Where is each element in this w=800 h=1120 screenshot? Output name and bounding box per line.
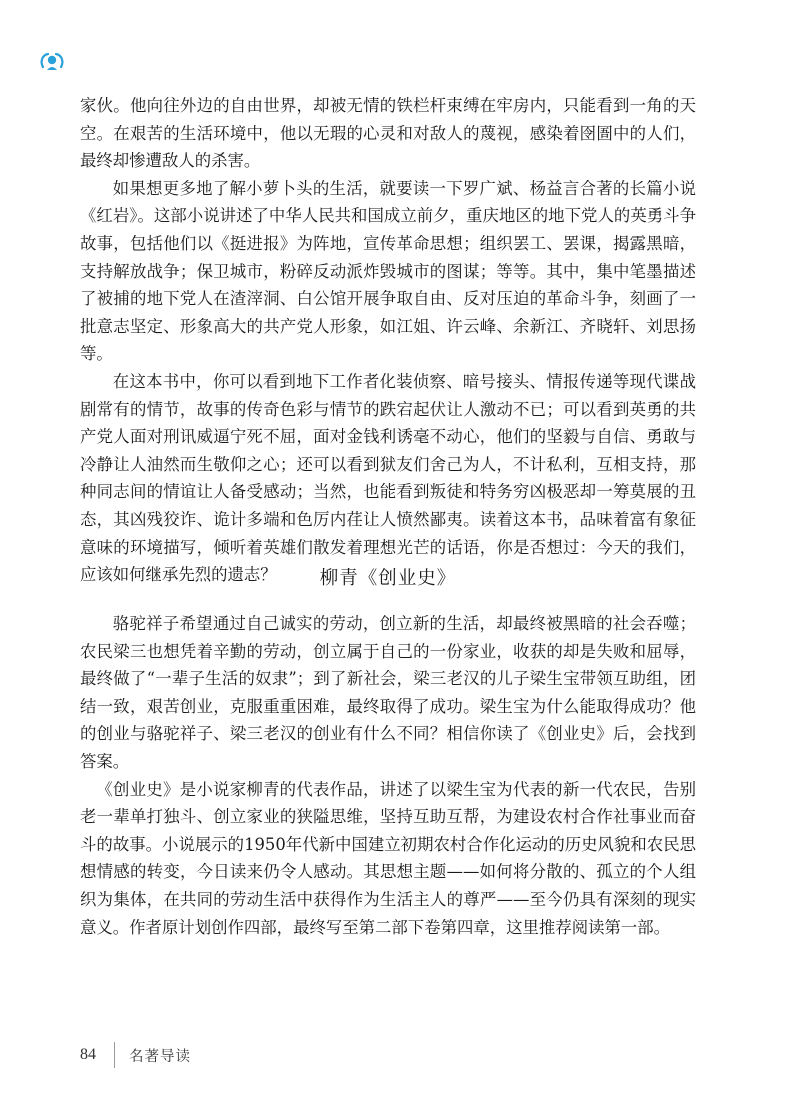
section-body: [80, 610, 696, 941]
paragraph-hongyan-detail: 在这本书中，你可以看到地下工作者化装侦察、暗号接头、情报传递等现代谍战剧常有的情节，故事的传奇色彩与情节的跌宕起伏让人激动不已；可以看到英勇的共产党人面对刑讯威逼宁死不屈，面对金钱利诱毫不动心，他们的坚毅与自信、勇敢与冷静让人油然而生敬仰之心；还可以看到狱友们舍己为人，不计私利，互相支持，那种同志间的情谊让人备受感动；当然，也能看到叛徒和特务穷凶极恶却一筹莫展的丑态，其凶残狡诈、诡计多端和色厉内荏让人愤然鄙夷。读着这本书，品味着富有象征意味的环境描写，倾听着英雄们散发着理想光芒的话语，你是否想过：今天的我们，应该如何继承先烈的遗志？: [80, 371, 696, 585]
reading-logo-icon: [39, 51, 65, 73]
section-title: 柳青《创业史》: [319, 568, 457, 589]
article-body: [80, 92, 696, 589]
footer-divider: [114, 1042, 115, 1068]
page-number: 84: [80, 1046, 96, 1063]
page-footer: [80, 1040, 191, 1070]
paragraph-hongyan-intro: 如果想更多地了解小萝卜头的生活，就要读一下罗广斌、杨益言合著的长篇小说《红岩》。这部小说讲述了中华人民共和国成立前夕，重庆地区的地下党人的英勇斗争故事，包括他们以《挺进报》为阵地，宣传革命思想；组织罢工、罢课，揭露黑暗，支持解放战争；保卫城市，粉碎反动派炸毁城市的图谋；等等。其中，集中笔墨描述了被捕的地下党人在渣滓洞、白公馆开展争取自由、反对压迫的革命斗争，刻画了一批意志坚定、形象高大的共产党人形象，如江姐、许云峰、余新江、齐晓轩、刘思扬等。: [80, 178, 696, 364]
paragraph-chuangyeshi-detail: 《创业史》是小说家柳青的代表作品，讲述了以梁生宝为代表的新一代农民，告别老一辈单打独斗、创立家业的狭隘思维，坚持互助互帮，为建设农村合作社事业而奋斗的故事。小说展示的1950年代新中国建立初期农村合作化运动的历史风貌和农民思想情感的转变，今日读来仍令人感动。其思想主题——如何将分散的、孤立的个人组织为集体，在共同的劳动生活中获得作为生活主人的尊严——至今仍具有深刻的现实意义。作者原计划创作四部，最终写至第二部下卷第四章，这里推荐阅读第一部。: [80, 779, 696, 937]
footer-book-title: 名著导读: [129, 1048, 191, 1065]
paragraph-continued: 家伙。他向往外边的自由世界，却被无情的铁栏杆束缚在牢房内，只能看到一角的天空。在艰苦的生活环境中，他以无瑕的心灵和对敌人的蔑视，感染着囹圄中的人们，最终却惨遭敌人的杀害。: [80, 96, 696, 171]
paragraph-chuangyeshi-intro: 骆驼祥子希望通过自己诚实的劳动，创立新的生活，却最终被黑暗的社会吞噬；农民梁三也想凭着辛勤的劳动，创立属于自己的一份家业，收获的却是失败和屈辱，最终做了“一辈子生活的奴隶”；到了新社会，梁三老汉的儿子梁生宝带领互助组，团结一致，艰苦创业，克服重重困难，最终取得了成功。梁生宝为什么能取得成功？他的创业与骆驼祥子、梁三老汉的创业有什么不同？相信你读了《创业史》后，会找到答案。: [80, 614, 696, 771]
